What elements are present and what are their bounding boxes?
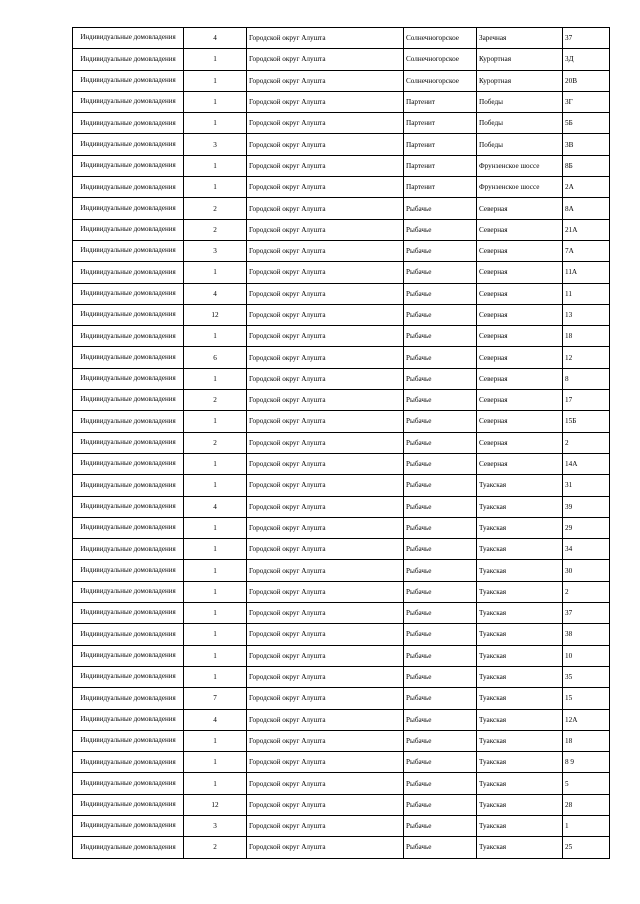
count-cell: 1: [184, 91, 247, 112]
count-cell: 3: [184, 815, 247, 836]
building-type-cell: Индивидуальные домовладения: [73, 304, 184, 325]
building-type-cell: Индивидуальные домовладения: [73, 624, 184, 645]
locality-cell: Рыбачье: [404, 240, 477, 261]
building-type-cell: Индивидуальные домовладения: [73, 773, 184, 794]
count-cell: 1: [184, 773, 247, 794]
building-type-cell: Индивидуальные домовладения: [73, 837, 184, 858]
building-type-cell: Индивидуальные домовладения: [73, 517, 184, 538]
building-type-cell: Индивидуальные домовладения: [73, 432, 184, 453]
count-cell: 1: [184, 475, 247, 496]
house-number-cell: 29: [563, 517, 610, 538]
street-cell: Фрунзенское шоссе: [477, 177, 563, 198]
house-number-cell: 39: [563, 496, 610, 517]
house-number-cell: 38: [563, 624, 610, 645]
building-type-cell: Индивидуальные домовладения: [73, 49, 184, 70]
building-type-cell: Индивидуальные домовладения: [73, 688, 184, 709]
locality-cell: Рыбачье: [404, 709, 477, 730]
street-cell: Курортная: [477, 49, 563, 70]
street-cell: Северная: [477, 390, 563, 411]
building-type-cell: Индивидуальные домовладения: [73, 113, 184, 134]
building-type-cell: Индивидуальные домовладения: [73, 645, 184, 666]
table-body: [73, 28, 610, 859]
locality-cell: Партенит: [404, 134, 477, 155]
table-row: [73, 815, 610, 836]
table-row: [73, 155, 610, 176]
district-cell: Городской округ Алушта: [247, 326, 404, 347]
house-number-cell: 8 9: [563, 752, 610, 773]
count-cell: 1: [184, 752, 247, 773]
house-number-cell: 3Д: [563, 49, 610, 70]
house-number-cell: 37: [563, 603, 610, 624]
house-number-cell: 34: [563, 539, 610, 560]
street-cell: Туакская: [477, 773, 563, 794]
street-cell: Туакская: [477, 837, 563, 858]
building-type-cell: Индивидуальные домовладения: [73, 560, 184, 581]
table-row: [73, 70, 610, 91]
house-number-cell: 28: [563, 794, 610, 815]
house-number-cell: 7А: [563, 240, 610, 261]
count-cell: 1: [184, 539, 247, 560]
locality-cell: Рыбачье: [404, 837, 477, 858]
district-cell: Городской округ Алушта: [247, 304, 404, 325]
locality-cell: Рыбачье: [404, 794, 477, 815]
street-cell: Заречная: [477, 28, 563, 49]
building-type-cell: Индивидуальные домовладения: [73, 262, 184, 283]
table-row: [73, 304, 610, 325]
table-row: [73, 517, 610, 538]
locality-cell: Рыбачье: [404, 603, 477, 624]
count-cell: 1: [184, 666, 247, 687]
locality-cell: Рыбачье: [404, 815, 477, 836]
table-row: [73, 666, 610, 687]
locality-cell: Рыбачье: [404, 517, 477, 538]
street-cell: Северная: [477, 198, 563, 219]
street-cell: Туакская: [477, 624, 563, 645]
district-cell: Городской округ Алушта: [247, 240, 404, 261]
building-type-cell: Индивидуальные домовладения: [73, 155, 184, 176]
street-cell: Победы: [477, 134, 563, 155]
house-number-cell: 18: [563, 730, 610, 751]
locality-cell: Рыбачье: [404, 496, 477, 517]
district-cell: Городской округ Алушта: [247, 730, 404, 751]
house-number-cell: 30: [563, 560, 610, 581]
street-cell: Северная: [477, 453, 563, 474]
locality-cell: Рыбачье: [404, 560, 477, 581]
count-cell: 1: [184, 581, 247, 602]
house-number-cell: 5: [563, 773, 610, 794]
count-cell: 1: [184, 155, 247, 176]
count-cell: 4: [184, 28, 247, 49]
building-type-cell: Индивидуальные домовладения: [73, 475, 184, 496]
building-type-cell: Индивидуальные домовладения: [73, 134, 184, 155]
locality-cell: Солнечногорское: [404, 28, 477, 49]
count-cell: 1: [184, 603, 247, 624]
count-cell: 1: [184, 645, 247, 666]
street-cell: Туакская: [477, 688, 563, 709]
house-number-cell: 12А: [563, 709, 610, 730]
table-row: [73, 262, 610, 283]
district-cell: Городской округ Алушта: [247, 432, 404, 453]
count-cell: 1: [184, 326, 247, 347]
house-number-cell: 2: [563, 432, 610, 453]
street-cell: Туакская: [477, 475, 563, 496]
count-cell: 2: [184, 198, 247, 219]
district-cell: Городской округ Алушта: [247, 603, 404, 624]
house-number-cell: 18: [563, 326, 610, 347]
district-cell: Городской округ Алушта: [247, 560, 404, 581]
locality-cell: Рыбачье: [404, 666, 477, 687]
street-cell: Туакская: [477, 752, 563, 773]
street-cell: Туакская: [477, 581, 563, 602]
locality-cell: Рыбачье: [404, 368, 477, 389]
locality-cell: Рыбачье: [404, 219, 477, 240]
table-row: [73, 752, 610, 773]
district-cell: Городской округ Алушта: [247, 794, 404, 815]
count-cell: 3: [184, 240, 247, 261]
building-type-cell: Индивидуальные домовладения: [73, 219, 184, 240]
table-row: [73, 113, 610, 134]
locality-cell: Солнечногорское: [404, 49, 477, 70]
house-number-cell: 3В: [563, 134, 610, 155]
building-type-cell: Индивидуальные домовладения: [73, 240, 184, 261]
count-cell: 1: [184, 730, 247, 751]
table-row: [73, 368, 610, 389]
building-type-cell: Индивидуальные домовладения: [73, 70, 184, 91]
building-type-cell: Индивидуальные домовладения: [73, 496, 184, 517]
street-cell: Туакская: [477, 794, 563, 815]
count-cell: 1: [184, 411, 247, 432]
district-cell: Городской округ Алушта: [247, 134, 404, 155]
building-type-cell: Индивидуальные домовладения: [73, 177, 184, 198]
count-cell: 1: [184, 177, 247, 198]
locality-cell: Рыбачье: [404, 411, 477, 432]
district-cell: Городской округ Алушта: [247, 390, 404, 411]
count-cell: 3: [184, 134, 247, 155]
table-row: [73, 91, 610, 112]
house-number-cell: 17: [563, 390, 610, 411]
house-number-cell: 5Б: [563, 113, 610, 134]
street-cell: Туакская: [477, 603, 563, 624]
building-type-cell: Индивидуальные домовладения: [73, 411, 184, 432]
table-row: [73, 603, 610, 624]
street-cell: Туакская: [477, 539, 563, 560]
house-number-cell: 8: [563, 368, 610, 389]
table-row: [73, 390, 610, 411]
street-cell: Северная: [477, 368, 563, 389]
street-cell: Туакская: [477, 517, 563, 538]
district-cell: Городской округ Алушта: [247, 219, 404, 240]
count-cell: 7: [184, 688, 247, 709]
street-cell: Северная: [477, 326, 563, 347]
count-cell: 2: [184, 390, 247, 411]
district-cell: Городской округ Алушта: [247, 581, 404, 602]
table-row: [73, 198, 610, 219]
count-cell: 1: [184, 368, 247, 389]
house-number-cell: 11А: [563, 262, 610, 283]
district-cell: Городской округ Алушта: [247, 496, 404, 517]
district-cell: Городской округ Алушта: [247, 815, 404, 836]
district-cell: Городской округ Алушта: [247, 262, 404, 283]
district-cell: Городской округ Алушта: [247, 49, 404, 70]
house-number-cell: 12: [563, 347, 610, 368]
count-cell: 1: [184, 262, 247, 283]
table-row: [73, 240, 610, 261]
locality-cell: Рыбачье: [404, 390, 477, 411]
street-cell: Северная: [477, 432, 563, 453]
building-type-cell: Индивидуальные домовладения: [73, 28, 184, 49]
locality-cell: Рыбачье: [404, 262, 477, 283]
building-type-cell: Индивидуальные домовладения: [73, 390, 184, 411]
count-cell: 1: [184, 113, 247, 134]
table-row: [73, 645, 610, 666]
building-type-cell: Индивидуальные домовладения: [73, 347, 184, 368]
street-cell: Туакская: [477, 815, 563, 836]
house-number-cell: 20В: [563, 70, 610, 91]
house-number-cell: 31: [563, 475, 610, 496]
locality-cell: Рыбачье: [404, 453, 477, 474]
house-number-cell: 1: [563, 815, 610, 836]
building-type-cell: Индивидуальные домовладения: [73, 752, 184, 773]
street-cell: Северная: [477, 240, 563, 261]
house-number-cell: 15Б: [563, 411, 610, 432]
locality-cell: Рыбачье: [404, 688, 477, 709]
district-cell: Городской округ Алушта: [247, 411, 404, 432]
table-row: [73, 411, 610, 432]
count-cell: 4: [184, 283, 247, 304]
table-row: [73, 794, 610, 815]
street-cell: Северная: [477, 347, 563, 368]
count-cell: 6: [184, 347, 247, 368]
building-type-cell: Индивидуальные домовладения: [73, 581, 184, 602]
building-type-cell: Индивидуальные домовладения: [73, 709, 184, 730]
locality-cell: Рыбачье: [404, 475, 477, 496]
count-cell: 2: [184, 432, 247, 453]
district-cell: Городской округ Алушта: [247, 624, 404, 645]
table-row: [73, 688, 610, 709]
street-cell: Северная: [477, 219, 563, 240]
street-cell: Туакская: [477, 645, 563, 666]
district-cell: Городской округ Алушта: [247, 539, 404, 560]
locality-cell: Рыбачье: [404, 326, 477, 347]
building-type-cell: Индивидуальные домовладения: [73, 283, 184, 304]
count-cell: 4: [184, 496, 247, 517]
table-row: [73, 219, 610, 240]
count-cell: 1: [184, 453, 247, 474]
building-type-cell: Индивидуальные домовладения: [73, 453, 184, 474]
building-type-cell: Индивидуальные домовладения: [73, 198, 184, 219]
district-cell: Городской округ Алушта: [247, 368, 404, 389]
district-cell: Городской округ Алушта: [247, 155, 404, 176]
street-cell: Фрунзенское шоссе: [477, 155, 563, 176]
address-table: [72, 27, 610, 859]
house-number-cell: 37: [563, 28, 610, 49]
street-cell: Туакская: [477, 666, 563, 687]
building-type-cell: Индивидуальные домовладения: [73, 794, 184, 815]
district-cell: Городской округ Алушта: [247, 283, 404, 304]
house-number-cell: 25: [563, 837, 610, 858]
house-number-cell: 2А: [563, 177, 610, 198]
table-row: [73, 134, 610, 155]
street-cell: Победы: [477, 113, 563, 134]
count-cell: 2: [184, 219, 247, 240]
table-row: [73, 581, 610, 602]
locality-cell: Рыбачье: [404, 730, 477, 751]
locality-cell: Рыбачье: [404, 624, 477, 645]
building-type-cell: Индивидуальные домовладения: [73, 368, 184, 389]
house-number-cell: 8Б: [563, 155, 610, 176]
table-row: [73, 177, 610, 198]
street-cell: Туакская: [477, 730, 563, 751]
count-cell: 4: [184, 709, 247, 730]
table-row: [73, 837, 610, 858]
building-type-cell: Индивидуальные домовладения: [73, 666, 184, 687]
building-type-cell: Индивидуальные домовладения: [73, 539, 184, 560]
district-cell: Городской округ Алушта: [247, 709, 404, 730]
count-cell: 1: [184, 624, 247, 645]
locality-cell: Рыбачье: [404, 645, 477, 666]
street-cell: Северная: [477, 283, 563, 304]
locality-cell: Партенит: [404, 113, 477, 134]
locality-cell: Рыбачье: [404, 283, 477, 304]
table-row: [73, 624, 610, 645]
street-cell: Северная: [477, 304, 563, 325]
table-row: [73, 283, 610, 304]
locality-cell: Рыбачье: [404, 347, 477, 368]
house-number-cell: 21А: [563, 219, 610, 240]
table-row: [73, 347, 610, 368]
district-cell: Городской округ Алушта: [247, 177, 404, 198]
street-cell: Победы: [477, 91, 563, 112]
locality-cell: Рыбачье: [404, 432, 477, 453]
house-number-cell: 15: [563, 688, 610, 709]
locality-cell: Партенит: [404, 91, 477, 112]
district-cell: Городской округ Алушта: [247, 773, 404, 794]
locality-cell: Солнечногорское: [404, 70, 477, 91]
house-number-cell: 14А: [563, 453, 610, 474]
building-type-cell: Индивидуальные домовладения: [73, 326, 184, 347]
street-cell: Северная: [477, 262, 563, 283]
building-type-cell: Индивидуальные домовладения: [73, 603, 184, 624]
building-type-cell: Индивидуальные домовладения: [73, 91, 184, 112]
house-number-cell: 13: [563, 304, 610, 325]
count-cell: 1: [184, 49, 247, 70]
district-cell: Городской округ Алушта: [247, 475, 404, 496]
house-number-cell: 10: [563, 645, 610, 666]
count-cell: 12: [184, 304, 247, 325]
count-cell: 1: [184, 517, 247, 538]
locality-cell: Партенит: [404, 177, 477, 198]
locality-cell: Рыбачье: [404, 539, 477, 560]
street-cell: Северная: [477, 411, 563, 432]
house-number-cell: 35: [563, 666, 610, 687]
house-number-cell: 11: [563, 283, 610, 304]
district-cell: Городской округ Алушта: [247, 28, 404, 49]
locality-cell: Партенит: [404, 155, 477, 176]
table-row: [73, 326, 610, 347]
district-cell: Городской округ Алушта: [247, 91, 404, 112]
street-cell: Туакская: [477, 560, 563, 581]
street-cell: Туакская: [477, 709, 563, 730]
district-cell: Городской округ Алушта: [247, 666, 404, 687]
locality-cell: Рыбачье: [404, 304, 477, 325]
table-row: [73, 773, 610, 794]
district-cell: Городской округ Алушта: [247, 752, 404, 773]
district-cell: Городской округ Алушта: [247, 837, 404, 858]
table-row: [73, 28, 610, 49]
locality-cell: Рыбачье: [404, 752, 477, 773]
house-number-cell: 8А: [563, 198, 610, 219]
table-row: [73, 539, 610, 560]
street-cell: Курортная: [477, 70, 563, 91]
locality-cell: Рыбачье: [404, 773, 477, 794]
locality-cell: Рыбачье: [404, 581, 477, 602]
table-row: [73, 475, 610, 496]
table-row: [73, 453, 610, 474]
district-cell: Городской округ Алушта: [247, 198, 404, 219]
district-cell: Городской округ Алушта: [247, 113, 404, 134]
house-number-cell: 3Г: [563, 91, 610, 112]
house-number-cell: 2: [563, 581, 610, 602]
table-row: [73, 560, 610, 581]
building-type-cell: Индивидуальные домовладения: [73, 815, 184, 836]
table-row: [73, 49, 610, 70]
district-cell: Городской округ Алушта: [247, 517, 404, 538]
street-cell: Туакская: [477, 496, 563, 517]
district-cell: Городской округ Алушта: [247, 645, 404, 666]
district-cell: Городской округ Алушта: [247, 453, 404, 474]
table-row: [73, 730, 610, 751]
count-cell: 1: [184, 70, 247, 91]
district-cell: Городской округ Алушта: [247, 347, 404, 368]
table-row: [73, 709, 610, 730]
count-cell: 12: [184, 794, 247, 815]
count-cell: 1: [184, 560, 247, 581]
table-row: [73, 496, 610, 517]
count-cell: 2: [184, 837, 247, 858]
building-type-cell: Индивидуальные домовладения: [73, 730, 184, 751]
district-cell: Городской округ Алушта: [247, 70, 404, 91]
table-row: [73, 432, 610, 453]
locality-cell: Рыбачье: [404, 198, 477, 219]
district-cell: Городской округ Алушта: [247, 688, 404, 709]
